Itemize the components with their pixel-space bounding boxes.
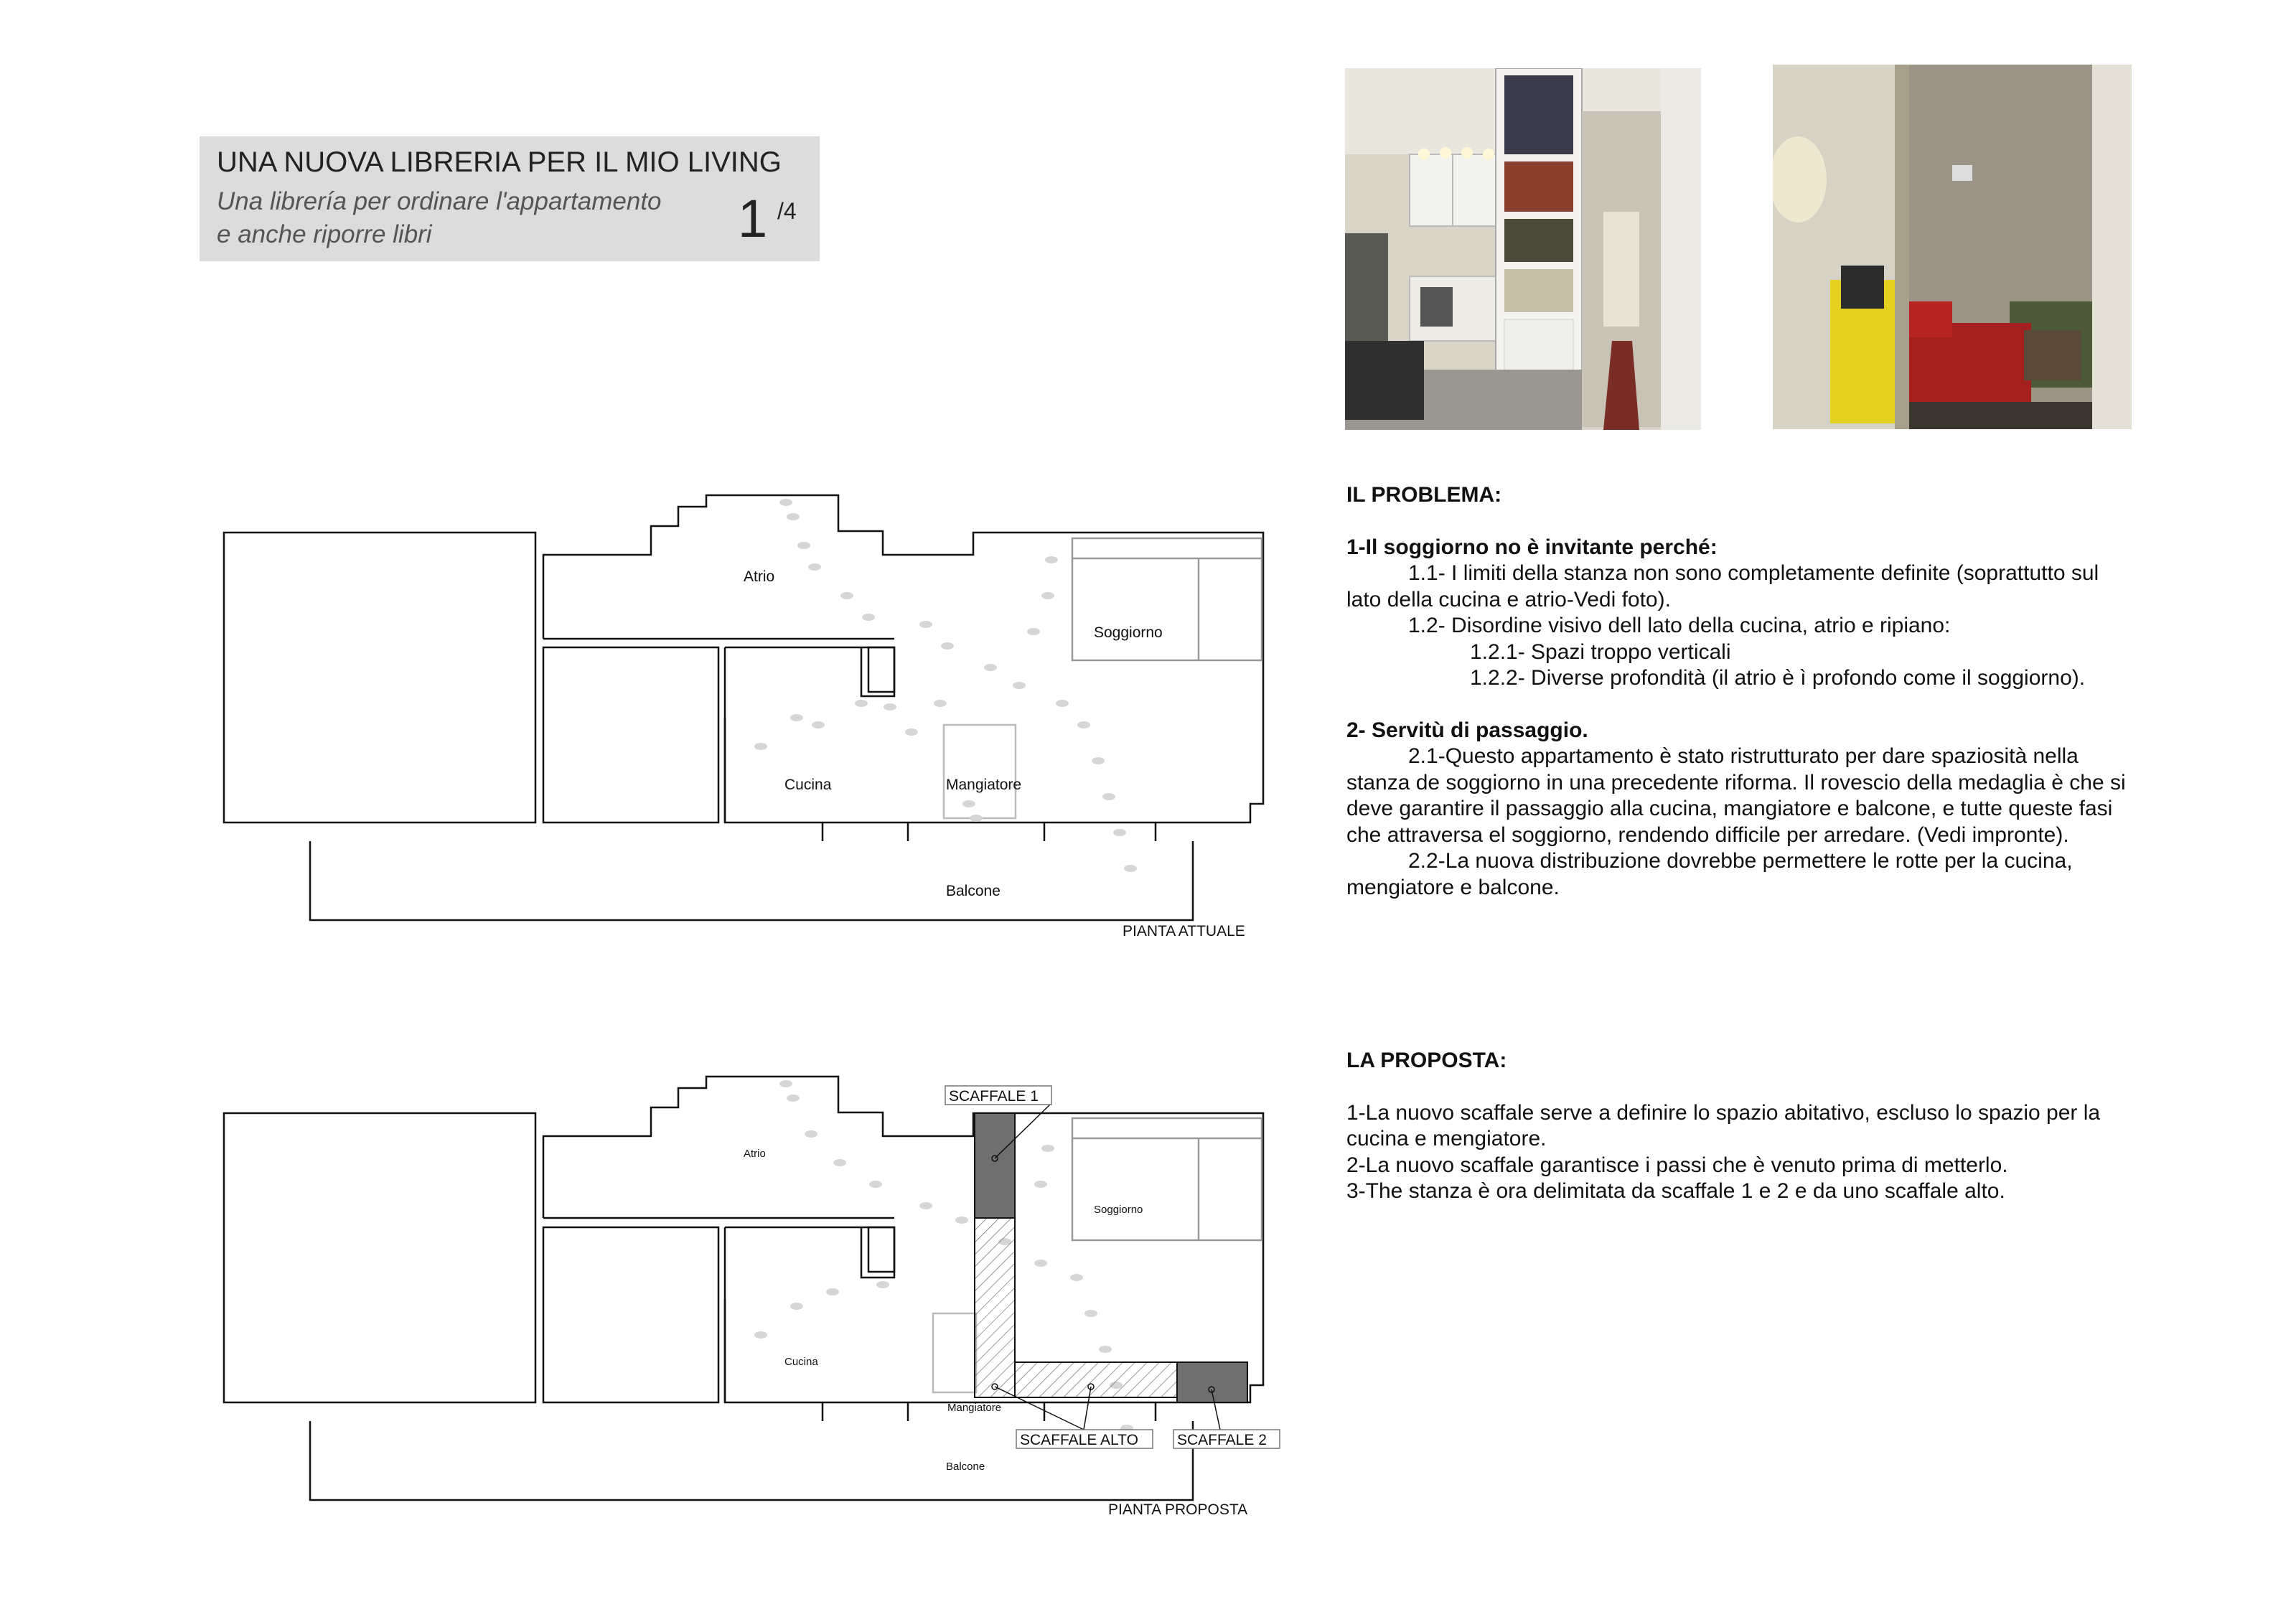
label-balcone-proposed: Balcone	[946, 1461, 985, 1473]
shelf-high-horizontal	[1015, 1362, 1177, 1397]
page-title: UNA NUOVA LIBRERIA PER IL MIO LIVING	[217, 146, 782, 178]
problem-text-2-2a: 2.2-La nuova distribuzione dovrebbe permettere le rotte per la cucina,	[1408, 849, 2073, 873]
shelf-high-vertical	[975, 1218, 1015, 1397]
tag-shelf-1: SCAFFALE 1	[949, 1088, 1039, 1105]
label-mangiatore-proposed: Mangiatore	[947, 1402, 1002, 1414]
problem-text-1-2-2: 1.2.2- Diverse profondità (il atrio è ì profondo come il soggiorno).	[1470, 666, 2086, 690]
problem-text-2-1c: deve garantire il passaggio alla cucina, mangiatore e balcone, e tutte queste fasi	[1346, 797, 2113, 820]
plan-caption-current: PIANTA ATTUALE	[1123, 923, 1245, 939]
problem-point-1-title: 1-Il soggiorno no è invitante perché:	[1346, 535, 1718, 559]
label-soggiorno-proposed: Soggiorno	[1094, 1204, 1143, 1216]
label-atrio-current: Atrio	[744, 568, 775, 585]
label-mangiatore-current: Mangiatore	[946, 777, 1022, 793]
label-soggiorno-current: Soggiorno	[1094, 624, 1163, 641]
problem-text-1-2-1: 1.2.1- Spazi troppo verticali	[1470, 639, 1731, 664]
problem-section	[1346, 482, 2157, 901]
problem-text-2-1d: che attraversa el soggiorno, rendendo difficile per arredare. (Vedi impronte).	[1346, 822, 2069, 847]
problem-text-2-2b: mengiatore e balcone.	[1346, 875, 1560, 899]
plan-caption-proposed: PIANTA PROPOSTA	[1108, 1501, 1248, 1518]
shelf-1	[975, 1113, 1015, 1218]
page-total: /4	[777, 198, 797, 224]
problem-heading: IL PROBLEMA:	[1346, 483, 1502, 507]
label-cucina-current: Cucina	[784, 777, 832, 793]
label-balcone-current: Balcone	[946, 883, 1001, 899]
problem-point-2-title: 2- Servitù di passaggio.	[1346, 718, 1588, 742]
proposal-heading: LA PROPOSTA:	[1346, 1049, 1507, 1072]
photo-kitchen-bookcase	[1345, 68, 1701, 430]
plan-room-middle-proposed	[543, 1227, 718, 1402]
label-atrio-proposed: Atrio	[744, 1148, 766, 1160]
proposal-line-3: 2-La nuovo scaffale garantisce i passi che è venuto prima di metterlo.	[1346, 1153, 2008, 1177]
proposal-line-2: cucina e mengiatore.	[1346, 1127, 1547, 1150]
problem-text-2-1b: stanza de soggiorno in una precedente riforma. Il rovescio della medaglia è che si	[1346, 770, 2126, 795]
problem-text-1-2: 1.2- Disordine visivo dell lato della cucina, atrio e ripiano:	[1408, 614, 1951, 637]
shelf-2	[1177, 1362, 1247, 1402]
problem-text-1-1b: lato della cucina e atrio-Vedi foto).	[1346, 587, 1671, 611]
photo-living-room	[1773, 65, 2132, 429]
label-cucina-proposed: Cucina	[784, 1356, 818, 1368]
tag-shelf-high: SCAFFALE ALTO	[1020, 1432, 1138, 1448]
problem-text-1-1a: 1.1- I limiti della stanza non sono completamente definite (soprattutto sul	[1408, 561, 2099, 585]
subtitle-line-1: Una librería per ordinare l'appartamento	[217, 187, 662, 215]
problem-text-2-1a: 2.1-Questo appartamento è stato ristrutturato per dare spaziosità nella	[1408, 744, 2079, 768]
proposal-line-4: 3-The stanza è ora delimitata da scaffale 1 e 2 e da uno scaffale alto.	[1346, 1179, 2005, 1203]
tag-shelf-2: SCAFFALE 2	[1177, 1432, 1267, 1448]
proposal-section	[1346, 1048, 2157, 1205]
subtitle-line-2: e anche riporre libri	[217, 220, 432, 248]
proposal-line-1: 1-La nuovo scaffale serve a definire lo spazio abitativo, escluso lo spazio per la	[1346, 1100, 2101, 1125]
plan-room-left-proposed	[224, 1113, 535, 1402]
page-number: 1	[738, 189, 768, 248]
